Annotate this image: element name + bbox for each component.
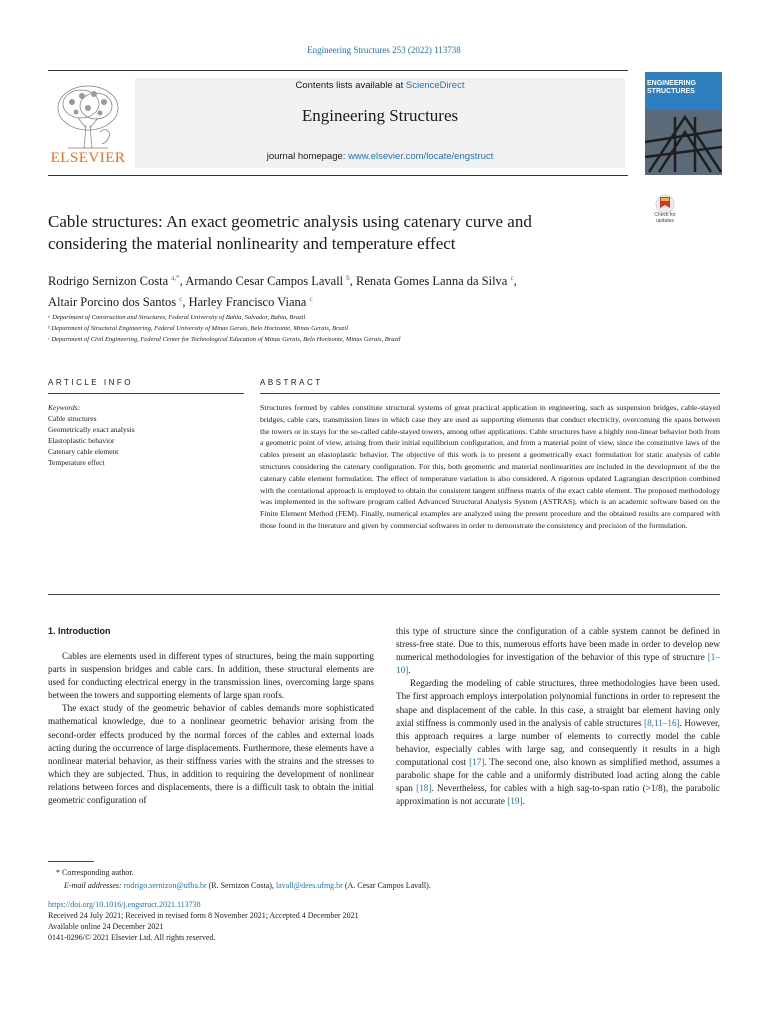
body-paragraph: The exact study of the geometric behavior of cables demands more sophisticated mathematical knowledge, due to a nonlinear geometric behavior arising from the second-order effects produced by the normal forces of the cables and external loads acting during the occurrence of large displacements. Furthermore, these elements have a nonlinear material behavior, as their stiffness varies with the strains and the stresses to which they are subjected. Thus, in addition to requiring the development of nonlinear relations between forces and displacements, there is a difficult task to obtain the initial geometric configuration of [48,703,374,806]
author-affiliation-mark[interactable]: c [309,295,313,304]
elsevier-wordmark: ELSEVIER [50,150,126,166]
author-affiliation-mark[interactable]: a,* [171,274,180,282]
citation-link[interactable]: [19] [507,796,523,807]
online-date: Available online 24 December 2021 [48,922,164,931]
author-name[interactable]: Armando Cesar Campos Lavall [185,274,344,289]
body-paragraph: Cables are elements used in different types of structures, being the main supporting parts in suspension bridges and cable cars. In addition, these structural elements are used for conducting electrical energy in the transmission lines, overcoming large spans between the towers and supporting elements of large span roofs. [48,651,374,701]
crossmark-label: Check for updates [654,212,676,224]
author-name[interactable]: Renata Gomes Lanna da Silva [356,274,508,289]
copyright-line: 0141-0296/© 2021 Elsevier Ltd. All rights reserved. [48,933,216,942]
citation-link[interactable]: [8,11–16] [644,717,680,728]
contents-line: Contents lists available at ScienceDirect [295,80,465,91]
divider [48,594,720,595]
footnotes [48,866,720,892]
cover-title: ENGINEERING STRUCTURES [647,80,697,95]
divider [260,393,720,394]
corresponding-author-note: * Corresponding author. [56,868,134,877]
author-name[interactable]: Altair Porcino dos Santos [48,295,177,310]
keywords-list [48,402,248,468]
author-name[interactable]: Rodrigo Sernizon Costa [48,274,169,289]
citation-link[interactable]: [17] [469,756,485,767]
crossmark-icon[interactable] [650,194,680,214]
footnote-divider [48,861,94,862]
keyword-item: Elastoplastic behavior [48,436,115,445]
body-paragraph: this type of structure since the configuration of a cable system cannot be defined in stress-free state. Due to this, numerous efforts have been made in order to develop new numerical methodologies for investigation of the behavior of this type of structure [1–10]. [396,626,720,676]
journal-reference[interactable]: Engineering Structures 253 (2022) 113738 [307,45,461,55]
divider [48,393,244,394]
citation-link[interactable]: [1–10] [396,652,720,676]
keywords-label: Keywords: [48,403,81,412]
email-link[interactable]: rodrigo.sernizon@ufba.br [123,881,207,890]
affiliation-item: ᵃ Department of Construction and Structures, Federal University of Bahia, Salvador, Bahia, Brazil [48,314,306,321]
author-affiliation-mark[interactable]: c [510,274,514,282]
sciencedirect-link[interactable]: ScienceDirect [405,80,465,91]
citation-link[interactable]: [18] [416,783,432,794]
body-column-right [396,625,720,808]
abstract-text: Structures formed by cables constitute structural systems of great practical application in engineering, such as suspension bridges, cable-stayed bridges, cable cars, transmission lines in which case they are used as supporting elements that conduct electricity, overcoming the spans between the towers or in stays for the so-called cable-stayed towers, among other applications. Cable structures have a highly non-linear behavior both from a geometric point of view, arising from their initial equilibrium configuration, and from a material point of view, since the constitutive laws of the cables present an elastoplastic behavior. The objective of this work is to present a geometrically exact formulation for static analysis of cable structures considering the catenary configuration. For this, both geometric and material nonlinearities are included in the development of the the catenary cable element formulation. The effect of temperature variation is also considered. A rigorous updated Lagrangian description combined with the corotational approach is employed to obtain the consistent tangent stiffness matrix of the exact cable element. The proposed methodology was implemented in the software program called Advanced Structural Analysis System (ASTRAS), which is an academic software based on the Finite Element Method (FEM). Finally, numerical examples are analyzed using the present procedure and the obtained results are compared with those found in the literature and given by commercial softwares in order to demonstrate the consistency and precision of the formulation. [260,403,720,530]
body-column-left [48,650,374,807]
section-heading-introduction: 1. Introduction [48,626,111,636]
author-list: Rodrigo Sernizon Costa $^{a,*}$, Armando Cesar Campos Lavall $^b$, Renata Gomes Lanna da Silva $^c$, Altair Porcino dos Santos $^c$, Harley Francisco Viana $^c$ [48,274,517,310]
journal-title: Engineering Structures [301,106,459,125]
article-title: Cable structures: An exact geometric analysis using catenary curve and considering the material nonlinearity and temperature effect [48,212,532,253]
doi-link[interactable]: https://doi.org/10.1016/j.engstruct.2021.113738 [48,900,201,909]
received-dates: Received 24 July 2021; Received in revised form 8 November 2021; Accepted 4 December 2021 [48,911,359,920]
author-affiliation-mark[interactable]: c [179,295,183,304]
keyword-item: Temperature effect [48,458,105,467]
author-affiliation-mark[interactable]: b [346,274,350,282]
affiliation-item: ᵇ Department of Structural Engineering, Federal University of Minas Gerais, Belo Horizonte, Minas Gerais, Brazil [48,325,348,332]
keyword-item: Geometrically exact analysis [48,425,135,434]
email-addresses: E-mail addresses: rodrigo.sernizon@ufba.br (R. Sernizon Costa), lavall@dees.ufmg.br (A. Cesar Campos Lavall). [64,881,431,890]
article-history [48,899,720,943]
keyword-item: Cable structures [48,414,97,423]
affiliation-item: ᶜ Department of Civil Engineering, Federal Center for Technological Education of Minas Gerais, Belo Horizonte, Minas Gerais, Brazil [48,336,401,343]
body-paragraph: Regarding the modeling of cable structures, three methodologies have been used. The first approach employs interpolation polynomial functions in order to represent the shape and displacement of the cable. In this case, a straight bar element having only axial stiffness is commonly used in the analysis of cable structures [8,11–16]. However, this approach requires a large number of elements to correctly model the cable behavior, especially cables with large sag, and consequently it results in a high computational cost [17]. The second one, also known as simplified method, assumes a parabolic shape for the cable and a uniformly distributed load acting along the cable span [18]. Nevertheless, for cables with a high sag-to-span ratio (>1/8), the parabolic approximation is not accurate [19]. [396,678,721,807]
author-name[interactable]: Harley Francisco Viana [188,295,307,310]
journal-homepage-line: journal homepage: www.elsevier.com/locate/engstruct [266,151,494,162]
abstract-heading: ABSTRACT [260,378,323,387]
article-info-heading: ARTICLE INFO [48,378,133,387]
affiliations [48,312,708,345]
keyword-item: Catenary cable element [48,447,119,456]
journal-homepage-link[interactable]: www.elsevier.com/locate/engstruct [348,151,494,162]
email-link[interactable]: lavall@dees.ufmg.br [275,881,343,890]
